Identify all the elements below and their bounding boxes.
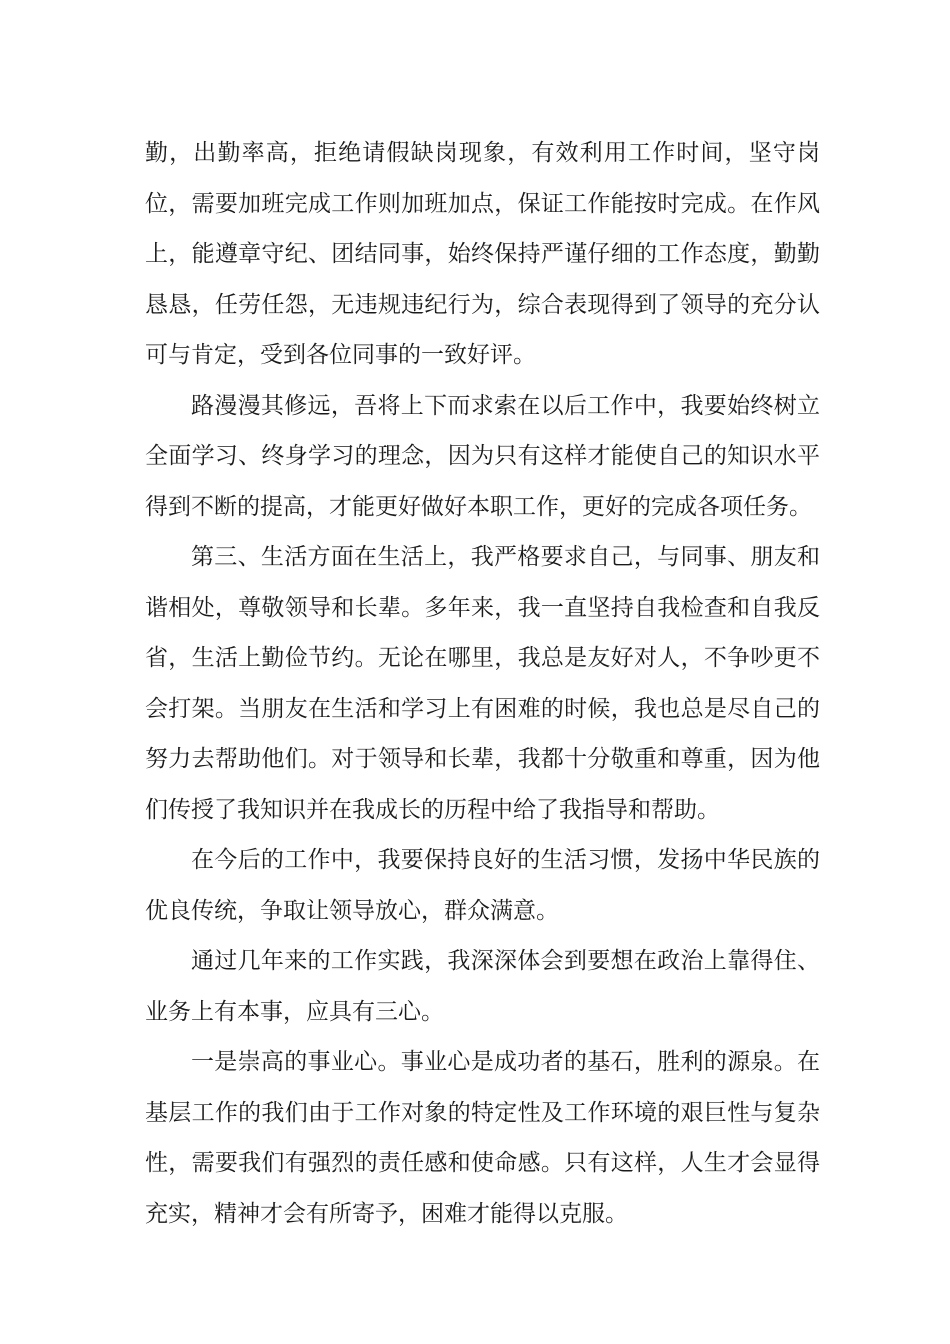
paragraph-6: 一是崇高的事业心。事业心是成功者的基石，胜利的源泉。在基层工作的我们由于工作对象的特定性及工作环境的艰巨性与复杂性，需要我们有强烈的责任感和使命感。只有这样，人生才会显得充实，精神才会有所寄予，困难才能得以克服。 (145, 1049, 820, 1227)
paragraph-4: 在今后的工作中，我要保持良好的生活习惯，发扬中华民族的优良传统，争取让领导放心，群众满意。 (145, 847, 820, 924)
paragraph-5: 通过几年来的工作实践，我深深体会到要想在政治上靠得住、业务上有本事，应具有三心。 (145, 948, 820, 1025)
document-body (145, 128, 820, 1239)
paragraph-3: 第三、生活方面在生活上，我严格要求自己，与同事、朋友和谐相处，尊敬领导和长辈。多年来，我一直坚持自我检查和自我反省，生活上勤俭节约。无论在哪里，我总是友好对人，不争吵更不会打架。当朋友在生活和学习上有困难的时候，我也总是尽自己的努力去帮助他们。对于领导和长辈，我都十分敬重和尊重，因为他们传授了我知识并在我成长的历程中给了我指导和帮助。 (145, 544, 820, 823)
paragraph-1: 勤，出勤率高，拒绝请假缺岗现象，有效利用工作时间，坚守岗位，需要加班完成工作则加班加点，保证工作能按时完成。在作风上，能遵章守纪、团结同事，始终保持严谨仔细的工作态度，勤勤恳恳，任劳任怨，无违规违纪行为，综合表现得到了领导的充分认可与肯定，受到各位同事的一致好评。 (145, 140, 820, 368)
paragraph-2: 路漫漫其修远，吾将上下而求索在以后工作中，我要始终树立全面学习、终身学习的理念，因为只有这样才能使自己的知识水平得到不断的提高，才能更好做好本职工作，更好的完成各项任务。 (145, 392, 820, 520)
